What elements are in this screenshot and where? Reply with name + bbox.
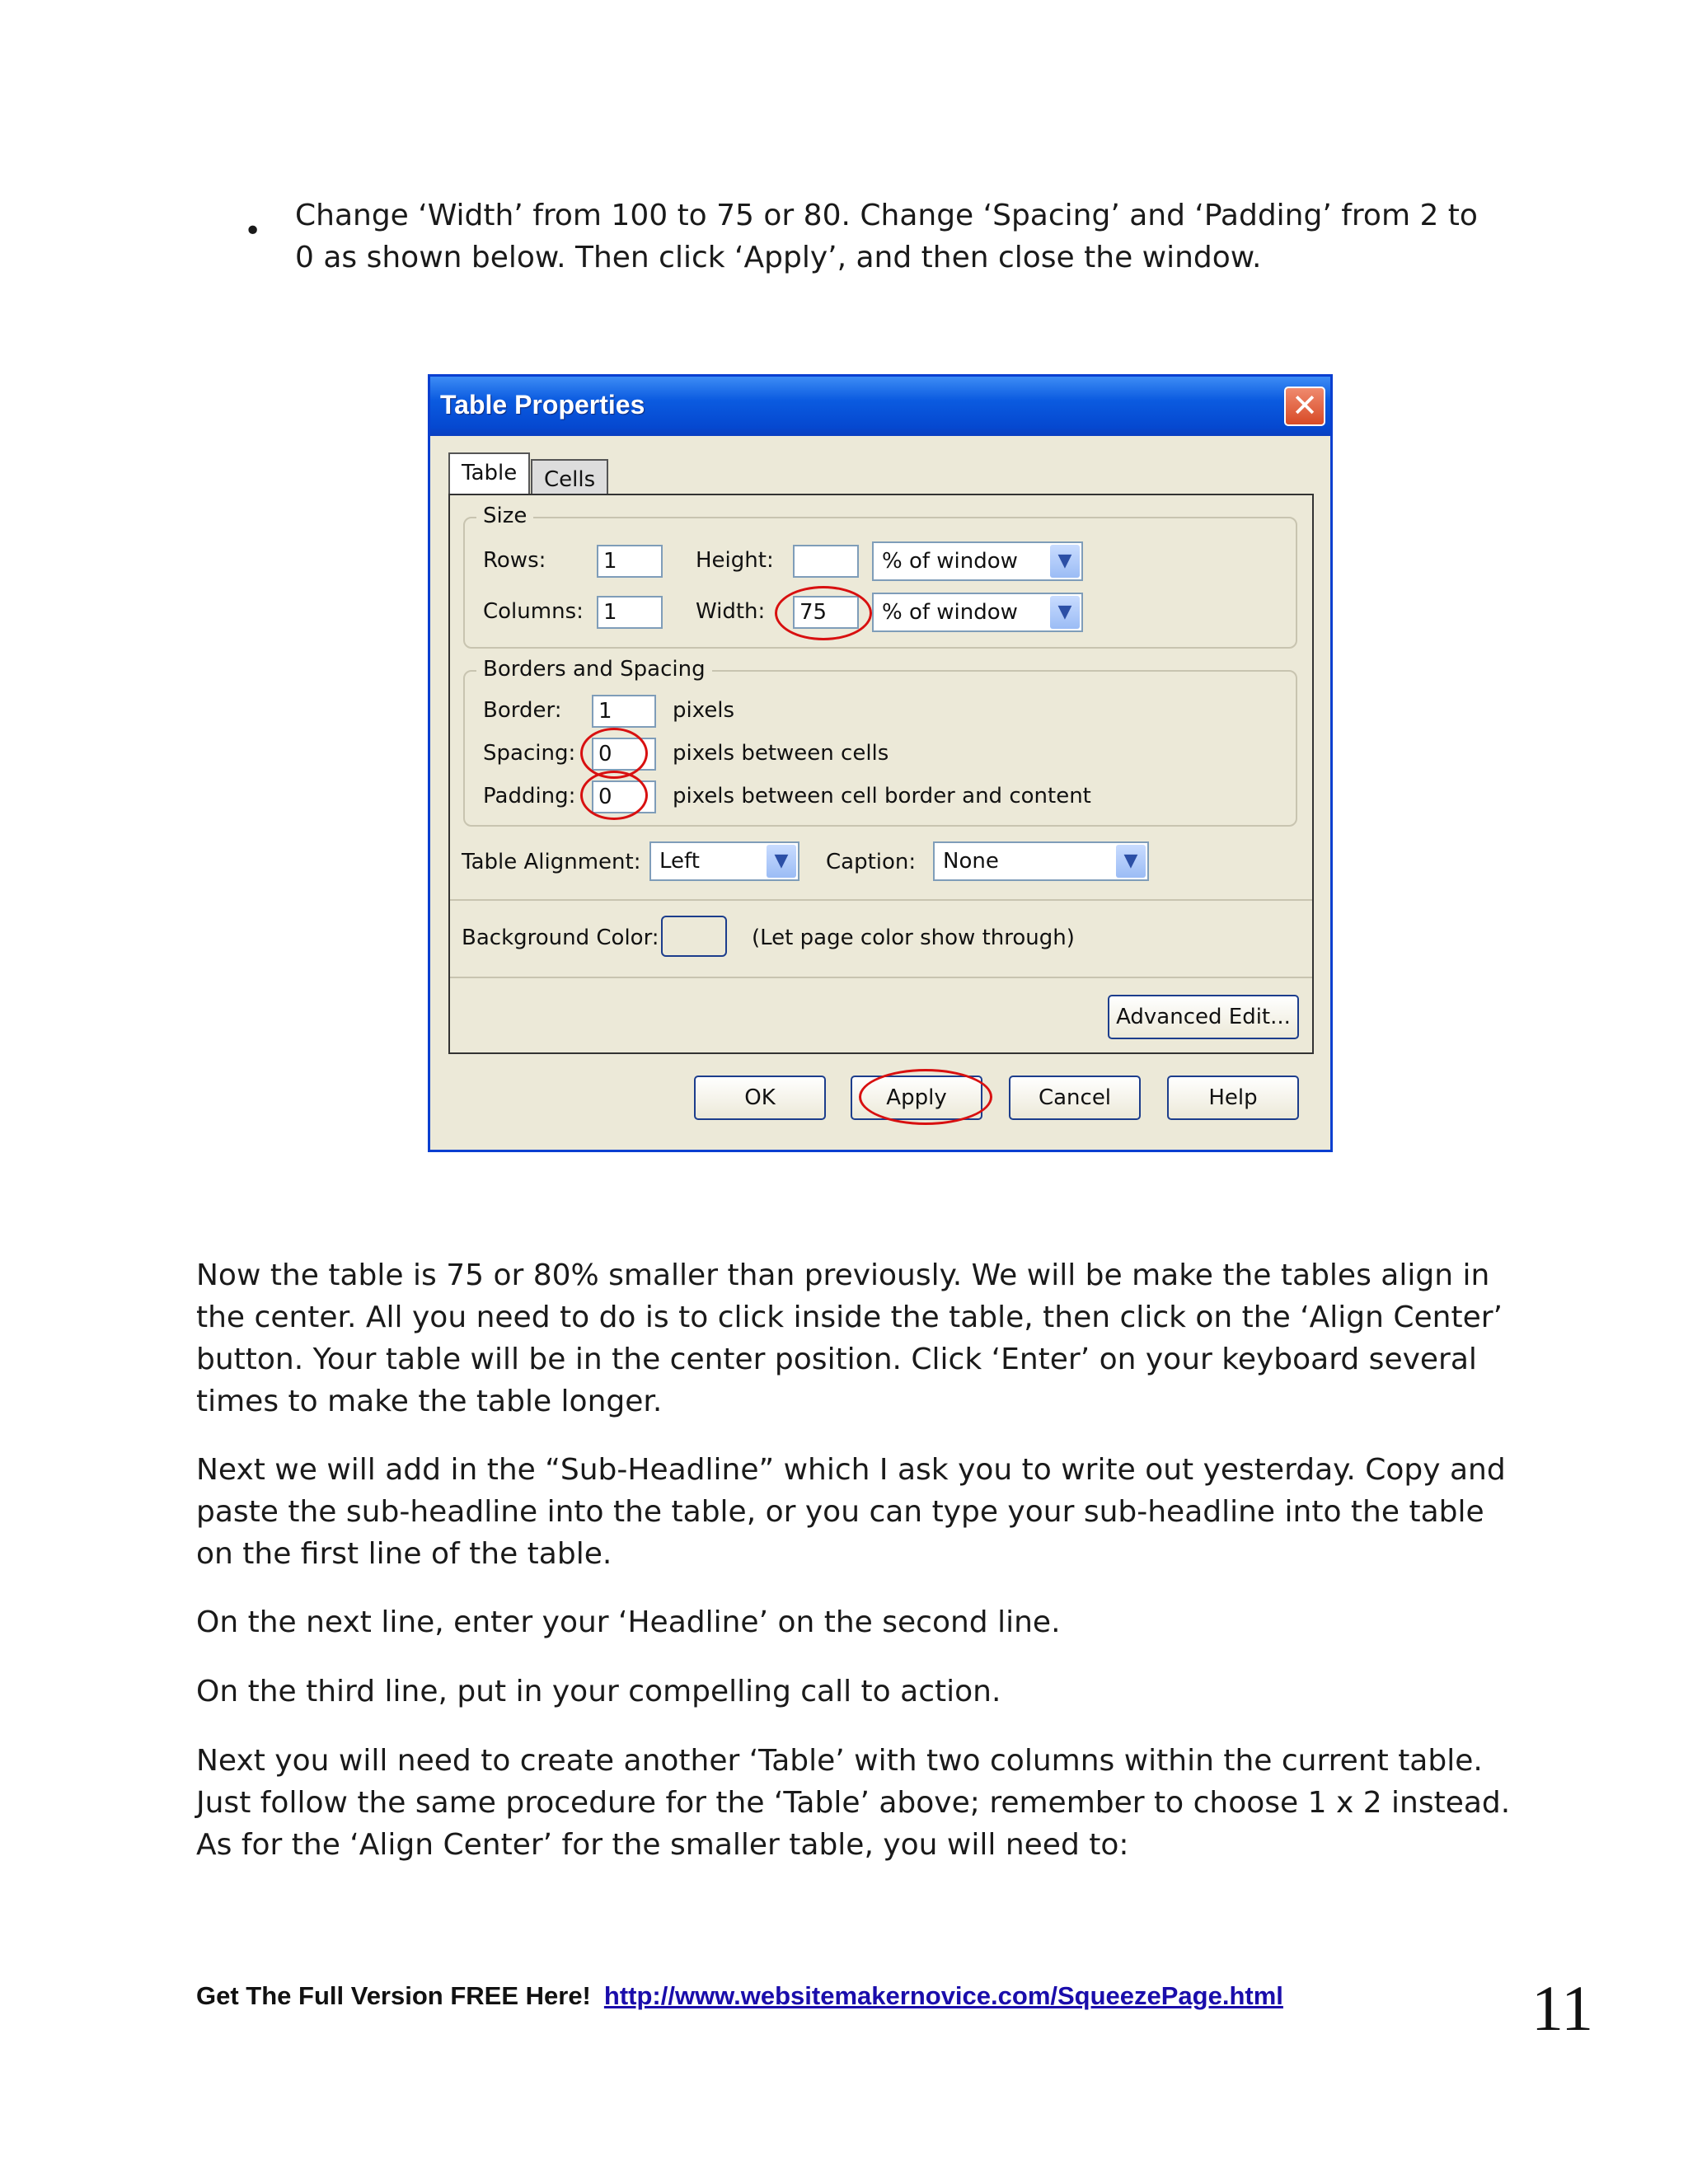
width-unit-value: % of window [882,600,1018,625]
tab-panel [448,494,1314,1054]
borders-spacing-group [463,657,1297,827]
dialog-title: Table Properties [440,390,645,419]
paragraph: On the next line, enter your ‘Headline’ on the second line. [196,1605,1061,1639]
table-properties-dialog [428,374,1333,1152]
background-color-note: (Let page color show through) [752,926,1075,950]
paragraph: On the third line, put in your compelling call to action. [196,1675,1001,1708]
spacing-label: Spacing: [483,741,576,766]
caption-label: Caption: [826,850,917,874]
rows-label: Rows: [483,548,546,573]
apply-highlight-circle [859,1069,992,1125]
spacing-field[interactable]: 0 [592,738,656,771]
paragraph: Now the table is 75 or 80% smaller than previously. We will be make the tables align in the center. All you need to do is to click inside the table, then click on the ‘Align Center’ button. Your table will be in the center position. Click ‘Enter’ on your keyboard several times to make the table longer. [196,1258,1503,1418]
padding-field[interactable]: 0 [592,780,656,813]
tab-cells[interactable]: Cells [531,459,608,497]
size-legend: Size [476,504,533,528]
background-color-label: Background Color: [462,926,659,950]
caption-value: None [943,849,999,874]
width-unit-select[interactable] [872,593,1083,632]
chevron-down-icon: ▼ [767,845,796,878]
page-number: 11 [1531,1972,1594,2044]
footer-text: Get The Full Version FREE Here! [196,1981,591,2010]
border-unit: pixels [673,698,735,723]
border-field[interactable]: 1 [592,695,656,728]
chevron-down-icon: ▼ [1050,545,1080,578]
height-field[interactable] [793,545,859,578]
divider [450,899,1312,901]
footer [196,1981,1283,2011]
columns-label: Columns: [483,599,584,624]
divider [450,977,1312,978]
close-button[interactable] [1284,387,1325,426]
height-label: Height: [696,548,774,573]
bullet: • [244,214,262,248]
width-highlight-circle [775,586,872,640]
chevron-down-icon: ▼ [1050,596,1080,629]
padding-unit: pixels between cell border and content [673,784,1091,808]
padding-highlight-circle [580,771,648,820]
columns-field[interactable]: 1 [597,596,663,629]
title-bar[interactable] [430,377,1330,436]
height-unit-select[interactable] [872,541,1083,581]
height-unit-value: % of window [882,549,1018,574]
alignment-select[interactable] [649,841,799,881]
background-color-button[interactable] [661,916,727,957]
spacing-unit: pixels between cells [673,741,889,766]
caption-select[interactable] [933,841,1149,881]
footer-link[interactable]: http://www.websitemakernovice.com/SqueezePage.html [603,1981,1283,2010]
chevron-down-icon: ▼ [1116,845,1146,878]
width-field[interactable]: 75 [793,596,859,629]
padding-label: Padding: [483,784,576,808]
alignment-value: Left [659,849,700,874]
apply-button[interactable]: Apply [851,1076,982,1120]
paragraph: Next we will add in the “Sub-Headline” which I ask you to write out yesterday. Copy and paste the sub-headline into the table, or you can type your sub-headline into the table on the first line of the table. [196,1453,1506,1571]
ok-button[interactable]: OK [694,1076,826,1120]
alignment-label: Table Alignment: [462,850,641,874]
cancel-button[interactable]: Cancel [1009,1076,1141,1120]
paragraph: Next you will need to create another ‘Table’ with two columns within the current table. Just follow the same procedure for the ‘Table’ above; remember to choose 1 x 2 instead. As for the ‘Align Center’ for the smaller table, you will need to: [196,1744,1511,1862]
intro-instruction: Change ‘Width’ from 100 to 75 or 80. Change ‘Spacing’ and ‘Padding’ from 2 to 0 as shown below. Then click ‘Apply’, and then close the window. [295,199,1478,274]
advanced-edit-button[interactable]: Advanced Edit... [1108,995,1299,1039]
border-label: Border: [483,698,562,723]
width-label: Width: [696,599,766,624]
size-group [463,504,1297,649]
rows-field[interactable]: 1 [597,545,663,578]
help-button[interactable]: Help [1167,1076,1299,1120]
tab-table[interactable]: Table [448,452,530,495]
borders-legend: Borders and Spacing [476,657,712,682]
close-icon: ✕ [1292,387,1318,424]
